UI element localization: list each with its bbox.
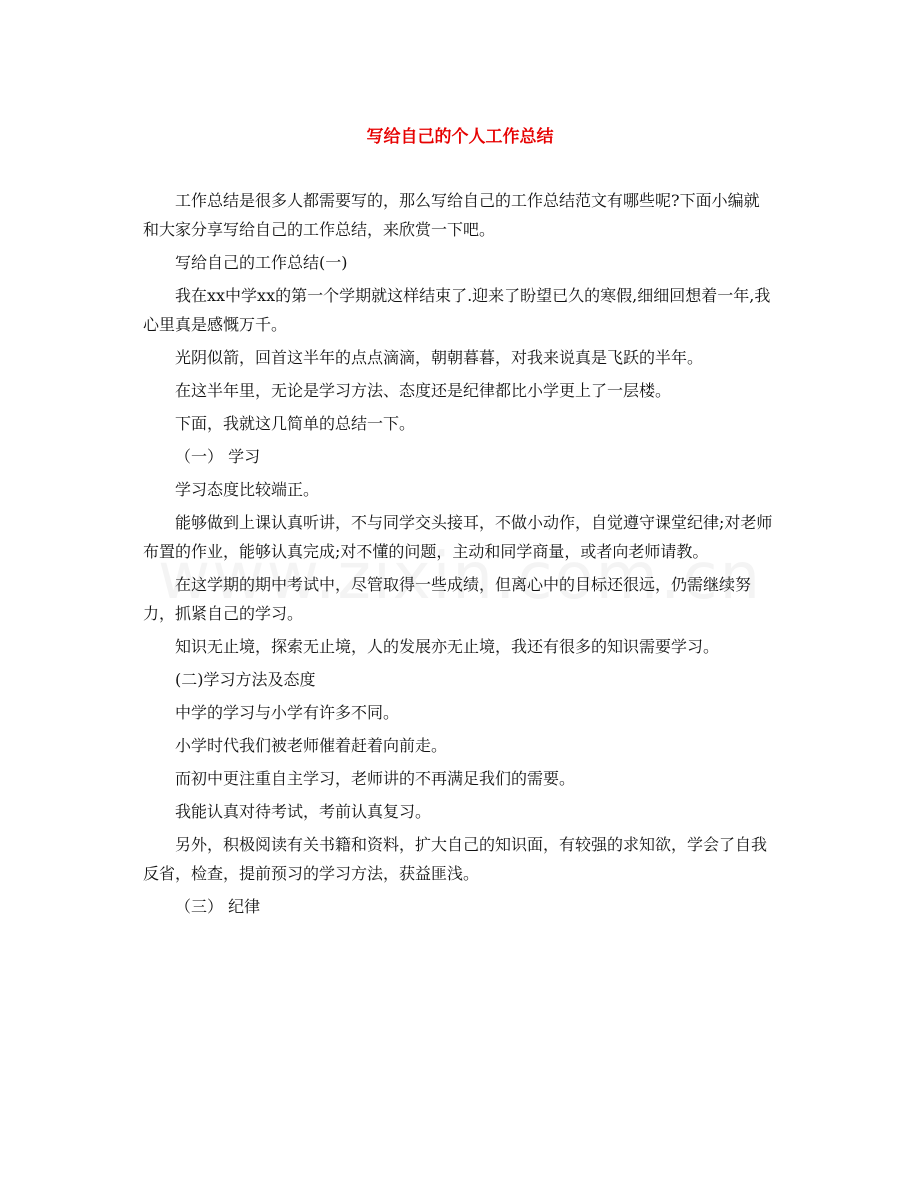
paragraph: 在这半年里，无论是学习方法、态度还是纪律都比小学更上了一层楼。 (175, 381, 672, 400)
paragraph: 工作总结是很多人都需要写的，那么写给自己的工作总结范文有哪些呢?下面小编就和大家分享写给自己的工作总结，来欣赏一下吧。 (143, 191, 760, 239)
paragraph: 我能认真对待考试，考前认真复习。 (175, 802, 432, 821)
paragraph: 小学时代我们被老师催着赶着向前走。 (175, 736, 448, 755)
section-heading: (二)学习方法及态度 (175, 670, 316, 689)
paragraph: 光阴似箭，回首这半年的点点滴滴，朝朝暮暮，对我来说真是飞跃的半年。 (175, 348, 704, 367)
paragraph: 在这学期的期中考试中，尽管取得一些成绩，但离心中的目标还很远，仍需继续努力，抓紧自己的学习。 (143, 575, 752, 623)
paragraph: 我在xx中学xx的第一个学期就这样结束了.迎来了盼望已久的寒假,细细回想着一年,我心里真是感慨万千。 (143, 286, 771, 334)
section-heading: 写给自己的工作总结(一) (175, 253, 348, 272)
paragraph: 知识无止境，探索无止境，人的发展亦无止境，我还有很多的知识需要学习。 (175, 637, 720, 656)
paragraph: 学习态度比较端正。 (175, 480, 320, 499)
paragraph: 而初中更注重自主学习，老师讲的不再满足我们的需要。 (175, 769, 576, 788)
paragraph: 中学的学习与小学有许多不同。 (175, 703, 400, 722)
document-body (143, 186, 773, 925)
paragraph: 能够做到上课认真听讲，不与同学交头接耳，不做小动作，自觉遵守课堂纪律;对老师布置的作业，能够认真完成;对不懂的问题，主动和同学商量，或者向老师请教。 (143, 513, 773, 561)
document-title: 写给自己的个人工作总结 (366, 127, 554, 147)
paragraph: 下面，我就这几简单的总结一下。 (175, 414, 416, 433)
paragraph: 另外，积极阅读有关书籍和资料，扩大自己的知识面，有较强的求知欲，学会了自我反省，检查，提前预习的学习方法，获益匪浅。 (143, 835, 768, 883)
section-heading: （三） 纪律 (175, 897, 261, 916)
section-heading: （一） 学习 (175, 447, 261, 466)
